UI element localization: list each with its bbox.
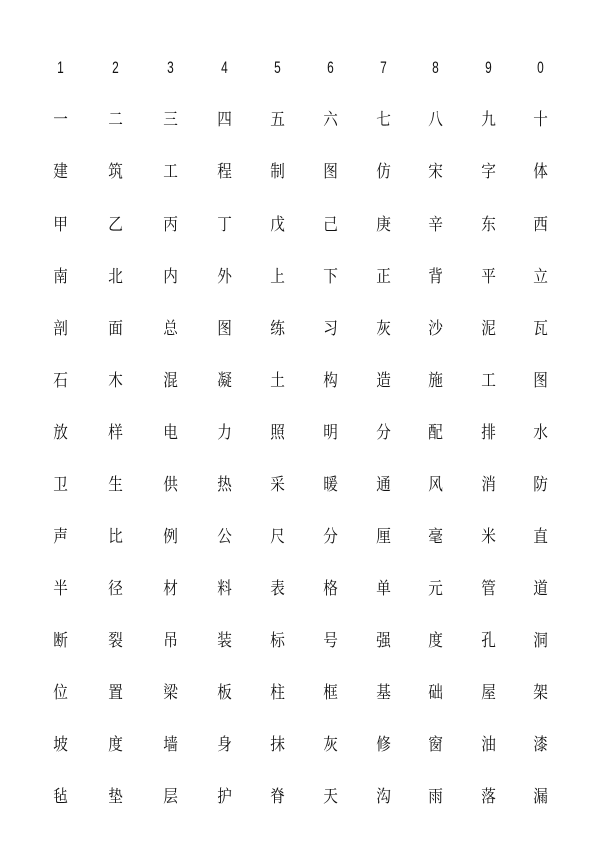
digit-header-row	[36, 50, 566, 86]
character-row	[36, 415, 566, 451]
digit-label: 7	[379, 58, 387, 77]
character-cell: 二	[107, 110, 123, 130]
character-cell: 格	[322, 579, 338, 599]
character-cell: 下	[322, 267, 338, 287]
character-cell: 位	[52, 683, 68, 703]
character-cell: 风	[427, 475, 443, 495]
character-cell: 筑	[107, 162, 123, 182]
character-cell: 仿	[375, 162, 391, 182]
character-cell: 工	[162, 162, 178, 182]
digit-label: 5	[273, 58, 281, 77]
character-cell: 背	[427, 267, 443, 287]
character-row	[36, 467, 566, 503]
character-cell: 混	[162, 371, 178, 391]
character-cell: 孔	[480, 631, 496, 651]
character-cell: 水	[532, 423, 548, 443]
character-cell: 分	[322, 527, 338, 547]
character-cell: 供	[162, 475, 178, 495]
character-cell: 外	[216, 267, 232, 287]
character-cell: 毡	[52, 787, 68, 807]
character-cell: 五	[269, 110, 285, 130]
digit-label: 0	[536, 58, 544, 77]
character-cell: 比	[107, 527, 123, 547]
character-cell: 一	[52, 110, 68, 130]
character-cell: 消	[480, 475, 496, 495]
character-cell: 抹	[269, 735, 285, 755]
character-cell: 强	[375, 631, 391, 651]
character-cell: 天	[322, 787, 338, 807]
character-cell: 瓦	[532, 319, 548, 339]
character-cell: 乙	[107, 215, 123, 235]
character-cell: 础	[427, 683, 443, 703]
character-cell: 丙	[162, 215, 178, 235]
character-cell: 土	[269, 371, 285, 391]
character-cell: 热	[216, 475, 232, 495]
character-cell: 样	[107, 423, 123, 443]
character-cell: 板	[216, 683, 232, 703]
character-cell: 宋	[427, 162, 443, 182]
character-cell: 沟	[375, 787, 391, 807]
character-cell: 脊	[269, 787, 285, 807]
character-cell: 沙	[427, 319, 443, 339]
character-cell: 度	[107, 735, 123, 755]
character-cell: 工	[480, 371, 496, 391]
character-row	[36, 207, 566, 243]
character-cell: 公	[216, 527, 232, 547]
character-cell: 漏	[532, 787, 548, 807]
character-cell: 裂	[107, 631, 123, 651]
character-cell: 明	[322, 423, 338, 443]
character-cell: 平	[480, 267, 496, 287]
character-cell: 米	[480, 527, 496, 547]
character-cell: 元	[427, 579, 443, 599]
character-cell: 油	[480, 735, 496, 755]
character-cell: 防	[532, 475, 548, 495]
character-cell: 坡	[52, 735, 68, 755]
character-cell: 内	[162, 267, 178, 287]
character-row	[36, 623, 566, 659]
character-cell: 梁	[162, 683, 178, 703]
character-cell: 卫	[52, 475, 68, 495]
character-cell: 径	[107, 579, 123, 599]
character-cell: 建	[52, 162, 68, 182]
character-cell: 断	[52, 631, 68, 651]
character-cell: 甲	[52, 215, 68, 235]
character-cell: 半	[52, 579, 68, 599]
character-cell: 图	[322, 162, 338, 182]
character-cell: 放	[52, 423, 68, 443]
character-cell: 北	[107, 267, 123, 287]
character-cell: 九	[480, 110, 496, 130]
digit-label: 6	[326, 58, 334, 77]
character-cell: 七	[375, 110, 391, 130]
character-cell: 洞	[532, 631, 548, 651]
character-cell: 正	[375, 267, 391, 287]
character-cell: 通	[375, 475, 391, 495]
character-cell: 泥	[480, 319, 496, 339]
character-row	[36, 779, 566, 815]
character-cell: 六	[322, 110, 338, 130]
character-cell: 施	[427, 371, 443, 391]
character-cell: 毫	[427, 527, 443, 547]
character-row	[36, 571, 566, 607]
character-cell: 排	[480, 423, 496, 443]
character-cell: 戊	[269, 215, 285, 235]
character-cell: 厘	[375, 527, 391, 547]
character-grid	[36, 58, 566, 807]
character-cell: 框	[322, 683, 338, 703]
character-row	[36, 259, 566, 295]
character-cell: 材	[162, 579, 178, 599]
character-cell: 标	[269, 631, 285, 651]
character-cell: 料	[216, 579, 232, 599]
character-cell: 例	[162, 527, 178, 547]
character-cell: 八	[427, 110, 443, 130]
character-cell: 垫	[107, 787, 123, 807]
character-cell: 己	[322, 215, 338, 235]
character-cell: 凝	[216, 371, 232, 391]
character-cell: 习	[322, 319, 338, 339]
character-cell: 架	[532, 683, 548, 703]
character-row	[36, 363, 566, 399]
character-cell: 练	[269, 319, 285, 339]
character-cell: 护	[216, 787, 232, 807]
character-row	[36, 154, 566, 190]
character-cell: 墙	[162, 735, 178, 755]
digit-label: 1	[56, 58, 64, 77]
character-cell: 道	[532, 579, 548, 599]
character-cell: 灰	[375, 319, 391, 339]
character-cell: 分	[375, 423, 391, 443]
character-cell: 图	[532, 371, 548, 391]
character-cell: 基	[375, 683, 391, 703]
character-cell: 总	[162, 319, 178, 339]
character-cell: 程	[216, 162, 232, 182]
character-cell: 力	[216, 423, 232, 443]
character-cell: 面	[107, 319, 123, 339]
character-cell: 电	[162, 423, 178, 443]
character-cell: 雨	[427, 787, 443, 807]
character-cell: 木	[107, 371, 123, 391]
character-cell: 体	[532, 162, 548, 182]
character-cell: 灰	[322, 735, 338, 755]
character-cell: 落	[480, 787, 496, 807]
character-cell: 修	[375, 735, 391, 755]
character-cell: 剖	[52, 319, 68, 339]
character-cell: 辛	[427, 215, 443, 235]
character-cell: 四	[216, 110, 232, 130]
character-row	[36, 102, 566, 138]
character-row	[36, 311, 566, 347]
character-cell: 直	[532, 527, 548, 547]
character-cell: 暖	[322, 475, 338, 495]
character-cell: 西	[532, 215, 548, 235]
character-cell: 装	[216, 631, 232, 651]
character-cell: 立	[532, 267, 548, 287]
character-cell: 屋	[480, 683, 496, 703]
digit-label: 2	[111, 58, 119, 77]
character-cell: 庚	[375, 215, 391, 235]
character-cell: 三	[162, 110, 178, 130]
character-cell: 吊	[162, 631, 178, 651]
character-cell: 生	[107, 475, 123, 495]
character-cell: 置	[107, 683, 123, 703]
character-cell: 采	[269, 475, 285, 495]
character-row	[36, 727, 566, 763]
character-cell: 层	[162, 787, 178, 807]
character-cell: 字	[480, 162, 496, 182]
digit-label: 8	[431, 58, 439, 77]
character-cell: 上	[269, 267, 285, 287]
character-cell: 南	[52, 267, 68, 287]
character-cell: 丁	[216, 215, 232, 235]
character-cell: 管	[480, 579, 496, 599]
character-cell: 柱	[269, 683, 285, 703]
character-cell: 声	[52, 527, 68, 547]
character-cell: 东	[480, 215, 496, 235]
character-cell: 单	[375, 579, 391, 599]
character-row	[36, 519, 566, 555]
character-cell: 度	[427, 631, 443, 651]
digit-label: 4	[220, 58, 228, 77]
character-cell: 号	[322, 631, 338, 651]
character-cell: 制	[269, 162, 285, 182]
character-cell: 石	[52, 371, 68, 391]
character-cell: 身	[216, 735, 232, 755]
character-cell: 照	[269, 423, 285, 443]
character-cell: 漆	[532, 735, 548, 755]
digit-label: 3	[166, 58, 174, 77]
character-cell: 窗	[427, 735, 443, 755]
character-cell: 构	[322, 371, 338, 391]
character-cell: 尺	[269, 527, 285, 547]
character-cell: 配	[427, 423, 443, 443]
character-cell: 十	[532, 110, 548, 130]
character-cell: 图	[216, 319, 232, 339]
character-row	[36, 675, 566, 711]
character-cell: 造	[375, 371, 391, 391]
digit-label: 9	[484, 58, 492, 77]
character-cell: 表	[269, 579, 285, 599]
